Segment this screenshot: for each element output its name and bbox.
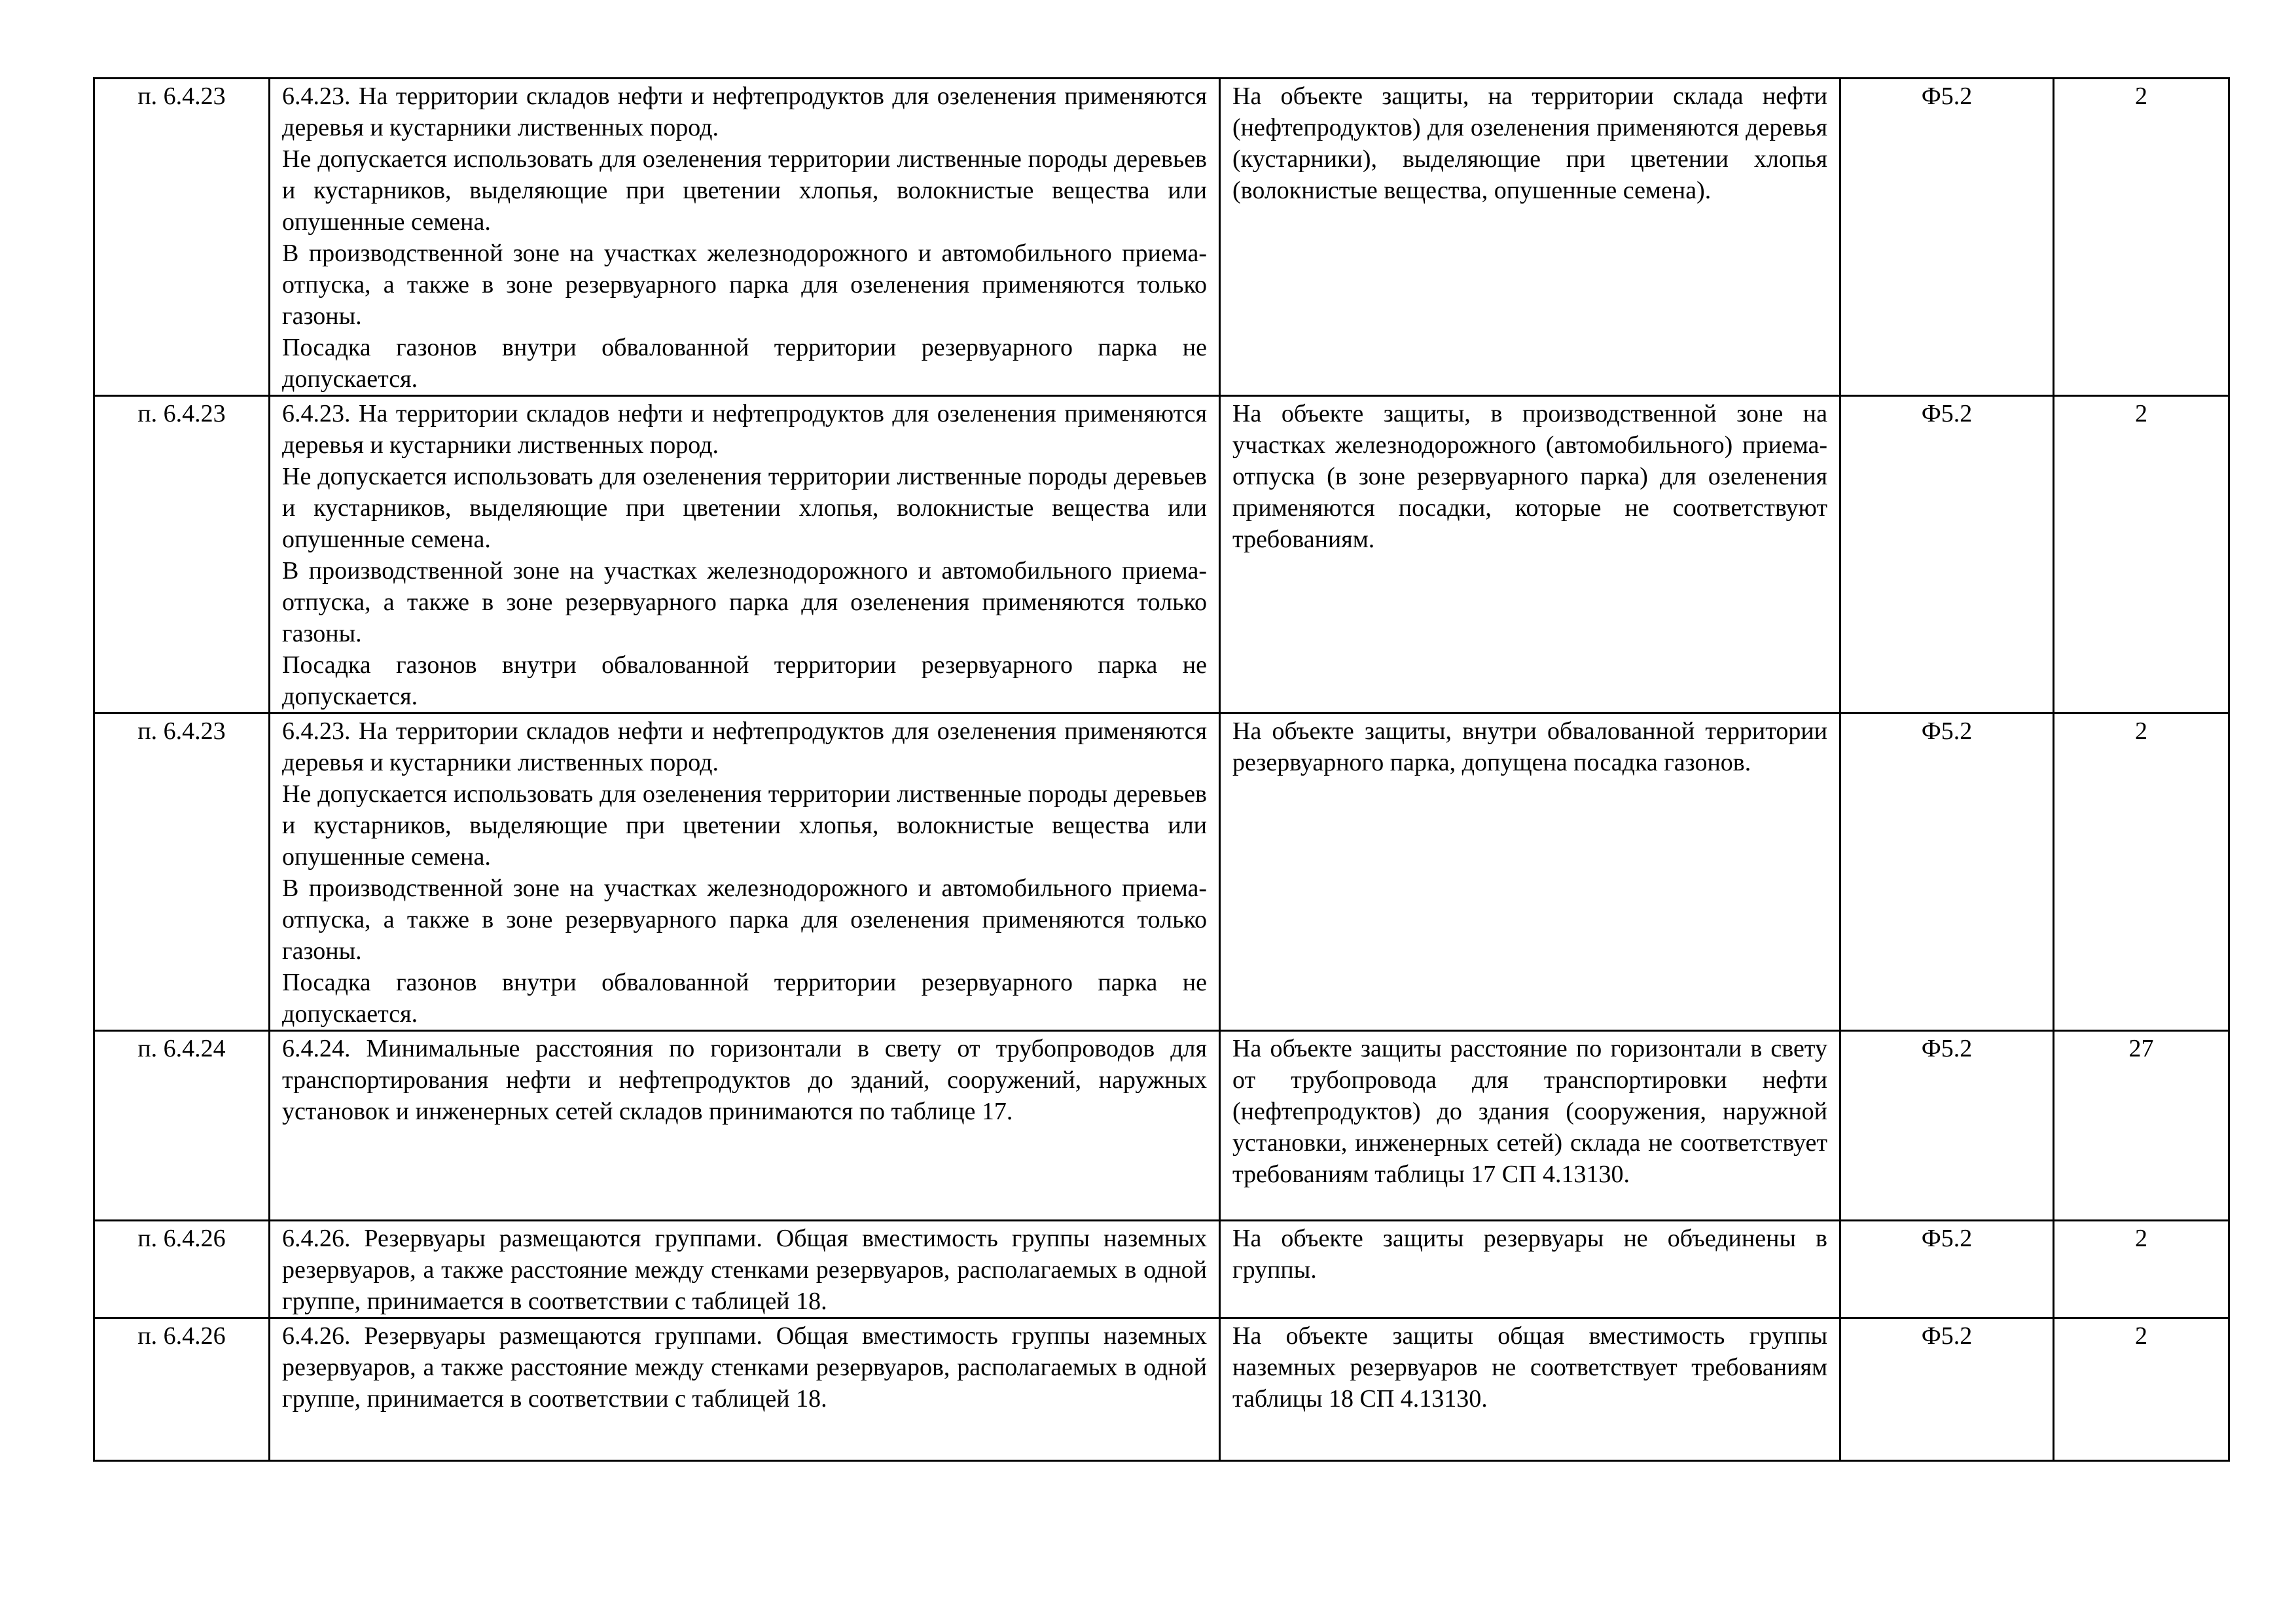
violation-description: На объекте защиты, в производственной зоне на участках железнодорожного (автомобильного) приема-отпуска (в зоне резервуарного парка) для озеленения применяются посадки, которые не соответствуют требованиям. <box>1220 396 1840 713</box>
clause-reference: п. 6.4.23 <box>94 713 270 1031</box>
hazard-class: Ф5.2 <box>1840 396 2054 713</box>
table-row <box>94 1318 2229 1461</box>
requirement-paragraph: В производственной зоне на участках железнодорожного и автомобильного приема-отпуска, а также в зоне резервуарного парка для озеленения применяются только газоны. <box>282 875 1207 965</box>
requirement-text <box>270 1221 1220 1318</box>
requirement-paragraph: Не допускается использовать для озеленения территории лиственные породы деревьев и кустарников, выделяющие при цветении хлопья, волокнистые вещества или опушенные семена. <box>282 780 1207 871</box>
violation-description: На объекте защиты, на территории склада нефти (нефтепродуктов) для озеленения применяются деревья (кустарники), выделяющие при цветении хлопья (волокнистые вещества, опушенные семена). <box>1220 79 1840 396</box>
requirement-text <box>270 396 1220 713</box>
table-row <box>94 713 2229 1031</box>
requirement-text <box>270 79 1220 396</box>
requirement-paragraph: Посадка газонов внутри обвалованной территории резервуарного парка не допускается. <box>282 334 1207 393</box>
violation-description: На объекте защиты резервуары не объединены в группы. <box>1220 1221 1840 1318</box>
clause-reference: п. 6.4.23 <box>94 79 270 396</box>
hazard-class: Ф5.2 <box>1840 713 2054 1031</box>
requirement-text <box>270 713 1220 1031</box>
requirement-paragraph: В производственной зоне на участках железнодорожного и автомобильного приема-отпуска, а также в зоне резервуарного парка для озеленения применяются только газоны. <box>282 240 1207 330</box>
clause-reference: п. 6.4.24 <box>94 1031 270 1221</box>
hazard-class: Ф5.2 <box>1840 1031 2054 1221</box>
table-row <box>94 1221 2229 1318</box>
item-count: 27 <box>2054 1031 2229 1221</box>
requirement-paragraph: Посадка газонов внутри обвалованной территории резервуарного парка не допускается. <box>282 651 1207 710</box>
hazard-class: Ф5.2 <box>1840 79 2054 396</box>
violation-description: На объекте защиты, внутри обвалованной территории резервуарного парка, допущена посадка газонов. <box>1220 713 1840 1031</box>
table-row <box>94 79 2229 396</box>
item-count: 2 <box>2054 713 2229 1031</box>
requirement-paragraph: 6.4.24. Минимальные расстояния по горизонтали в свету от трубопроводов для транспортирования нефти и нефтепродуктов до зданий, сооружений, наружных установок и инженерных сетей складов принимаются по таблице 17. <box>282 1035 1207 1125</box>
requirement-paragraph: В производственной зоне на участках железнодорожного и автомобильного приема-отпуска, а также в зоне резервуарного парка для озеленения применяются только газоны. <box>282 557 1207 647</box>
table-row <box>94 1031 2229 1221</box>
violation-description: На объекте защиты общая вместимость группы наземных резервуаров не соответствует требованиям таблицы 18 СП 4.13130. <box>1220 1318 1840 1461</box>
requirement-paragraph: Не допускается использовать для озеленения территории лиственные породы деревьев и кустарников, выделяющие при цветении хлопья, волокнистые вещества или опушенные семена. <box>282 463 1207 553</box>
hazard-class: Ф5.2 <box>1840 1318 2054 1461</box>
requirement-paragraph: 6.4.23. На территории складов нефти и нефтепродуктов для озеленения применяются деревья и кустарники лиственных пород. <box>282 400 1207 459</box>
clause-reference: п. 6.4.26 <box>94 1318 270 1461</box>
requirement-paragraph: 6.4.23. На территории складов нефти и нефтепродуктов для озеленения применяются деревья и кустарники лиственных пород. <box>282 82 1207 141</box>
requirement-text <box>270 1318 1220 1461</box>
requirement-paragraph: 6.4.23. На территории складов нефти и нефтепродуктов для озеленения применяются деревья и кустарники лиственных пород. <box>282 717 1207 776</box>
requirement-paragraph: Посадка газонов внутри обвалованной территории резервуарного парка не допускается. <box>282 969 1207 1028</box>
violation-description: На объекте защиты расстояние по горизонтали в свету от трубопровода для транспортировки нефти (нефтепродуктов) до здания (сооружения, наружной установки, инженерных сетей) склада не соответствует требованиям таблицы 17 СП 4.13130. <box>1220 1031 1840 1221</box>
clause-reference: п. 6.4.23 <box>94 396 270 713</box>
table-row <box>94 396 2229 713</box>
item-count: 2 <box>2054 1221 2229 1318</box>
requirement-paragraph: 6.4.26. Резервуары размещаются группами. Общая вместимость группы наземных резервуаров, а также расстояние между стенками резервуаров, располагаемых в одной группе, принимается в соответствии с таблицей 18. <box>282 1322 1207 1413</box>
item-count: 2 <box>2054 396 2229 713</box>
clause-reference: п. 6.4.26 <box>94 1221 270 1318</box>
requirement-paragraph: 6.4.26. Резервуары размещаются группами. Общая вместимость группы наземных резервуаров, а также расстояние между стенками резервуаров, располагаемых в одной группе, принимается в соответствии с таблицей 18. <box>282 1225 1207 1315</box>
requirement-paragraph: Не допускается использовать для озеленения территории лиственные породы деревьев и кустарников, выделяющие при цветении хлопья, волокнистые вещества или опушенные семена. <box>282 145 1207 236</box>
requirement-text <box>270 1031 1220 1221</box>
hazard-class: Ф5.2 <box>1840 1221 2054 1318</box>
item-count: 2 <box>2054 79 2229 396</box>
requirements-table <box>93 77 2230 1462</box>
item-count: 2 <box>2054 1318 2229 1461</box>
